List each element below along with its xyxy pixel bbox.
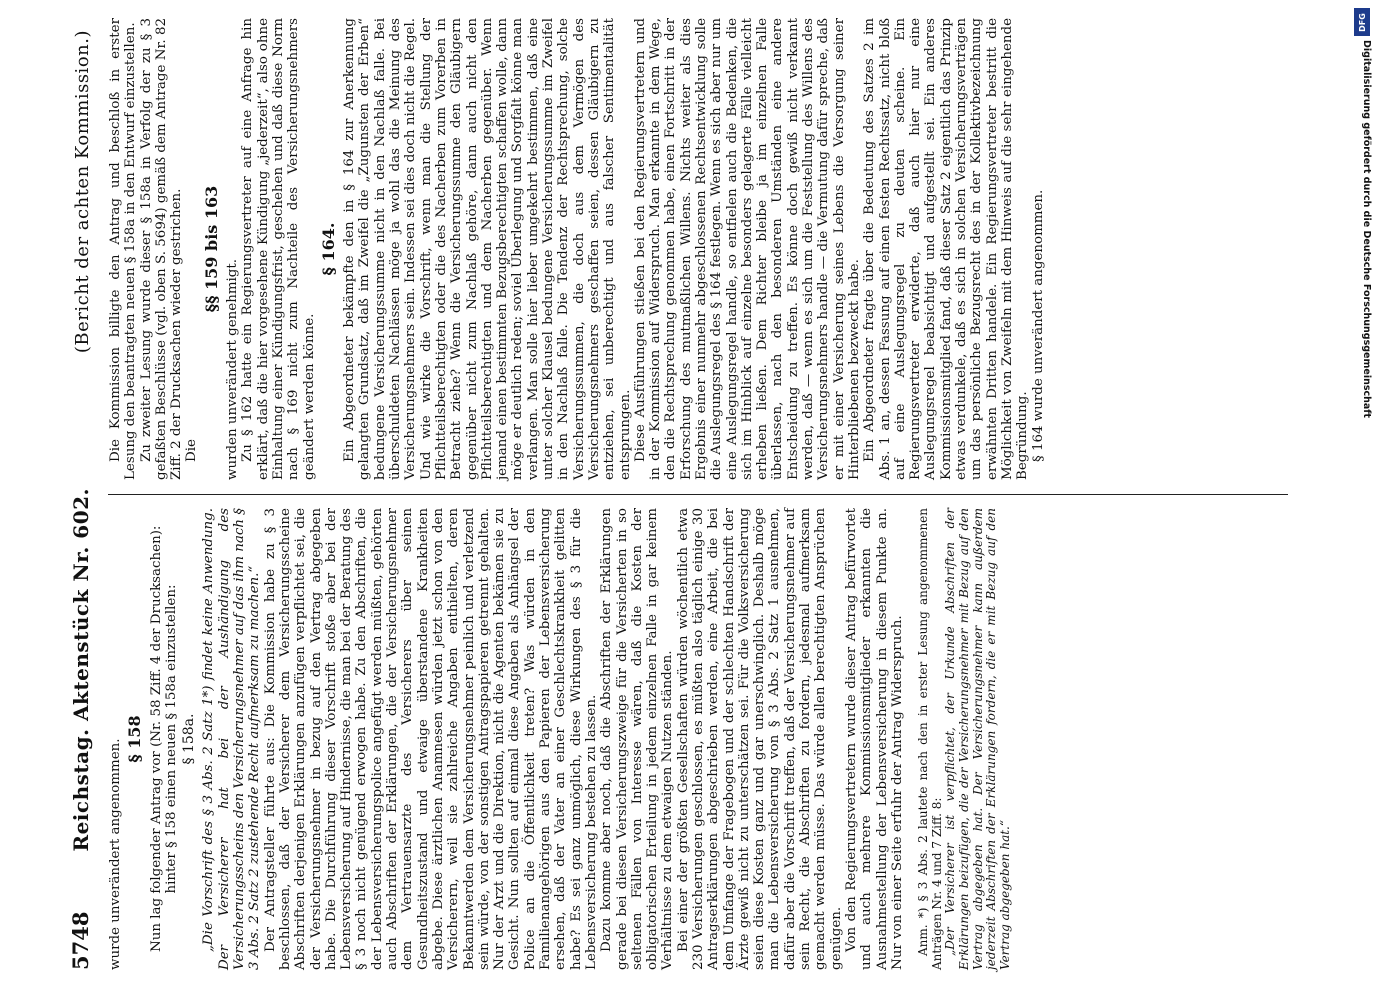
right-column xyxy=(108,18,1046,480)
column-divider xyxy=(108,494,1288,495)
section-heading-159-163: §§ 159 bis 163 xyxy=(201,185,221,313)
paragraph: wurden unverändert genehmigt. xyxy=(225,258,241,480)
page-subtitle: (Bericht der achten Kommission.) xyxy=(72,30,93,354)
footnote-text: Anm. *) § 3 Abs. 2 lautete nach den in erster Lesung angenommenen Anträgen Nr. 4 und 7 Ziff. 8: xyxy=(916,508,944,970)
paragraph: Nun lag folgender Antrag vor (Nr. 58 Ziff. 4 der Drucksachen): xyxy=(148,525,164,952)
section-heading-158: § 158 xyxy=(125,715,145,763)
paragraph: Zu § 162 hatte ein Regierungsvertreter auf eine Anfrage hin erklärt, daß die hier vorgesehene Kündigung „jederzeit“, also ohne Einhaltung einer Kündigungsfrist, geschehen und daß diese Norm nach § 169 nicht zum Nachteile des Versicherungsnehmers geändert werden könne. xyxy=(240,18,317,480)
paragraph: Der Antragsteller führte aus: Die Kommission habe zu § 3 beschlossen, daß der Versicherer dem Versicherungsscheine Abschriften derjenigen Erklärungen anzufügen verpflichtet sei, die der Versicherungsnehmer in bezug auf den Vertrag abgegeben habe. Die Durchführung dieser Vorschrift stoße aber bei der Lebensversicherung auf Hindernisse, die man bei der Beratung des § 3 noch nicht genügend erwogen habe. Zu den Abschriften, die der Lebensversicherungspolice angefügt werden müßten, gehörten auch Abschriften der Erklärungen, die der Versicherungsnehmer dem Vertrauensarzte des Versicherers über seinen Gesundheitszustand und etwaige überstandene Krankheiten abgebe. Diese ärztlichen Anamnesen würden jetzt schon von den Versicherern, weil sie zahlreiche Angaben enthielten, deren Bekanntwerden dem Versicherungsnehmer peinlich und verletzend sein würde, von der sonstigen Antragspapieren getrennt gehalten. Nur der Arzt und die Direktion, nicht die Agenten bekämen sie zu Gesicht. Nun sollten auf einmal diese Angaben als Anhängsel der Police an die Öffentlichkeit treten? Was würden in den Familienangehörigen aus den Papieren der Lebensversicherung ersehen, daß der Vater an einer Geschlechtskrankheit gelitten habe? Es sei ganz unmöglich, diese Wirkungen des § 3 für die Lebensversicherung bestehen zu lassen. xyxy=(262,508,599,970)
paragraph: Zu zweiter Lesung wurde dieser § 158a in Verfolg der zu § 3 gefaßten Beschlüsse (vgl. oben S. 5694) gemäß dem Antrage Nr. 82 Ziff. 2 der Drucksachen wieder gestrichen. xyxy=(138,18,185,480)
paragraph: Bei einer der größten Gesellschaften würden wöchentlich etwa 230 Versicherungen geschlossen, es müßten also täglich einige 30 Antragserklärungen abgeschrieben werden, eine Arbeit, die bei dem Umfange der Fragebogen und der schlechten Handschrift der Ärzte gewiß nicht zu unterschätzen sei. Für die Volksversicherung seien diese Kosten ganz und gar unerschwinglich. Deshalb möge man die Lebensversicherung von § 3 Abs. 2 Satz 1 ausnehmen, dafür aber die Vorschrift treffen, daß der Versicherungsnehmer auf sein Recht, die Abschriften zu fordern, jedesmal aufmerksam gemacht werden müsse. Das würde allen berechtigten Ansprüchen genügen. xyxy=(675,508,844,970)
page-title: Reichstag. Aktenstück Nr. 602. xyxy=(69,487,93,852)
page-number: 5748 xyxy=(68,911,93,970)
paragraph: wurde unverändert angenommen. xyxy=(108,738,123,970)
document-page xyxy=(30,0,1340,1000)
dfg-logo-text: DFG xyxy=(1357,12,1367,32)
footnote xyxy=(917,508,1012,970)
paragraph: Die Kommission billigte den Antrag und beschloß in erster Lesung den beantragten neuen § 158a in den Entwurf einzustellen. xyxy=(108,18,139,480)
section-heading-158a: § 158a. xyxy=(181,713,198,765)
quoted-text: „Die Vorschrift des § 3 Abs. 2 Satz 1*) findet keine Anwendung. Der Versicherer hat bei der Aushändigung des Versicherungsscheins den Versicherungsnehmer auf das ihm nach § 3 Abs. 2 Satz 2 zustehende Recht aufmerksam zu machen.“ xyxy=(201,508,263,970)
section-heading-164: § 164. xyxy=(318,222,338,276)
paragraph: Ein Abgeordneter fragte über die Bedeutung des Satzes 2 im Abs. 1 an, dessen Fassung auf einen festen Rechtssatz, nicht bloß auf eine Auslegungsregel zu deuten scheine. Ein Regierungsvertreter erwiderte, daß auch hier nur eine Auslegungsregel beabsichtigt und aufgestellt sei. Ein anderes Kommissionsmitglied fand, daß dieser Satz 2 eigentlich das Prinzip etwas verdunkele, daß es sich in solchen Versicherungsverträgen um das persönliche Bezugsrecht des in der Kollektivbezeichnung erwähnten Dritten handele. Ein Regierungsvertreter bestritt die Möglichkeit von Zweifeln mit dem Hinweis auf die sehr eingehende Begründung. xyxy=(862,18,1031,480)
left-column xyxy=(108,508,1012,970)
footnote-quote: „Der Versicherer ist verpflichtet, der Urkunde Abschriften der Erklärungen beizufügen, die der Versicherungsnehmer mit Bezug auf den Vertrag abgegeben hat. Der Versicherungsnehmer kann außerdem jederzeit Abschriften der Erklärungen fordern, die er mit Bezug auf den Vertrag abgegeben hat.“ xyxy=(943,508,1012,970)
paragraph: Dazu komme aber noch, daß die Abschriften der Erklärungen gerade bei diesen Versicherungszweige für die Versicherten in so seltenen Fällen von Interesse wären, daß die Kosten der obligatorischen Erteilung in jedem einzelnen Falle in gar keinem Verhältnisse zu dem etwaigen Nutzen ständen. xyxy=(599,508,676,970)
paragraph: § 164 wurde unverändert angenommen. xyxy=(1030,189,1046,462)
paragraph: Diese Ausführungen stießen bei den Regierungsvertretern und in der Kommission auf Widerspruch. Man erkannte in dem Wege, den die Rechtsprechung genommen habe, einen Fortschritt in der Erforschung des mutmaßlichen Willens. Nichts weiter als dies Ergebnis einer nunmehr abgeschlossenen Rechtsentwicklung solle die Auslegungsregel des § 164 festlegen. Wenn es sich aber nur um eine Auslegungsregel handle, so entfielen auch die Bedenken, die sich im Hinblick auf einzelne besonders gelagerte Fälle vielleicht erheben ließen. Dem Richter bleibe ja im einzelnen Falle überlassen, nach den besonderen Umständen eine andere Entscheidung zu treffen. Es könne doch gewiß nicht verkannt werden, daß — wenn es sich um die Feststellung des Willens des Versicherungsnehmers handle — die Vermutung dafür spreche, daß er mit einer Versicherung seines Lebens die Versorgung seiner Hinterbliebenen bezweckt habe. xyxy=(632,18,862,480)
paragraph: hinter § 158 einen neuen § 158a einzustellen: xyxy=(163,584,179,894)
funding-credit: Digitalisierung gefördert durch die Deutsche Forschungsgemeinschaft xyxy=(1361,40,1372,418)
dfg-logo xyxy=(1354,8,1370,36)
paragraph: Ein Abgeordneter bekämpfte den in § 164 zur Anerkennung gelangten Grundsatz, daß im Zweifel die „Zugunsten der Erben“ bedungene Versicherungssumme nicht in den Nachlaß falle. Bei überschuldeten Nachlässen möge ja wohl das die Meinung des Versicherungsnehmers sein. Indessen sei dies doch nicht die Regel. Und wie wirke die Vorschrift, wenn man die Stellung der Pflichtteilsberechtigten oder die des Nacherben zum Vorerben in Betracht ziehe? Wenn die Versicherungssumme den Gläubigern gegenüber nicht zum Nachlaß gehöre, dann auch nicht den Pflichtteilsberechtigten und dem Nacherben gegenüber. Wenn jemand einen bestimmten Bezugsberechtigten schaffen wolle, dann möge er deutlich reden; soviel Überlegung und Sorgfalt könne man verlangen. Man solle hier lieber umgekehrt bestimmen, daß eine unter solcher Klausel bedungene Versicherungssumme im Zweifel in den Nachlaß falle. Die Tendenz der Rechtsprechung, solche Versicherungssummen, die doch aus dem Vermögen des Versicherungsnehmers geschaffen seien, dessen Gläubigern zu entziehen, sei unberechtigt und aus falscher Sentimentalität entsprungen. xyxy=(342,18,633,480)
page-header xyxy=(68,20,98,970)
paragraph: Die xyxy=(184,439,200,462)
paragraph: Von den Regierungsvertretern wurde dieser Antrag befürwortet und auch mehrere Kommissionsmitglieder erkannten die Ausnahmestellung der Lebensversicherung in diesem Punkte an. Nur von einer Seite erfuhr der Antrag Widerspruch. xyxy=(843,508,905,970)
